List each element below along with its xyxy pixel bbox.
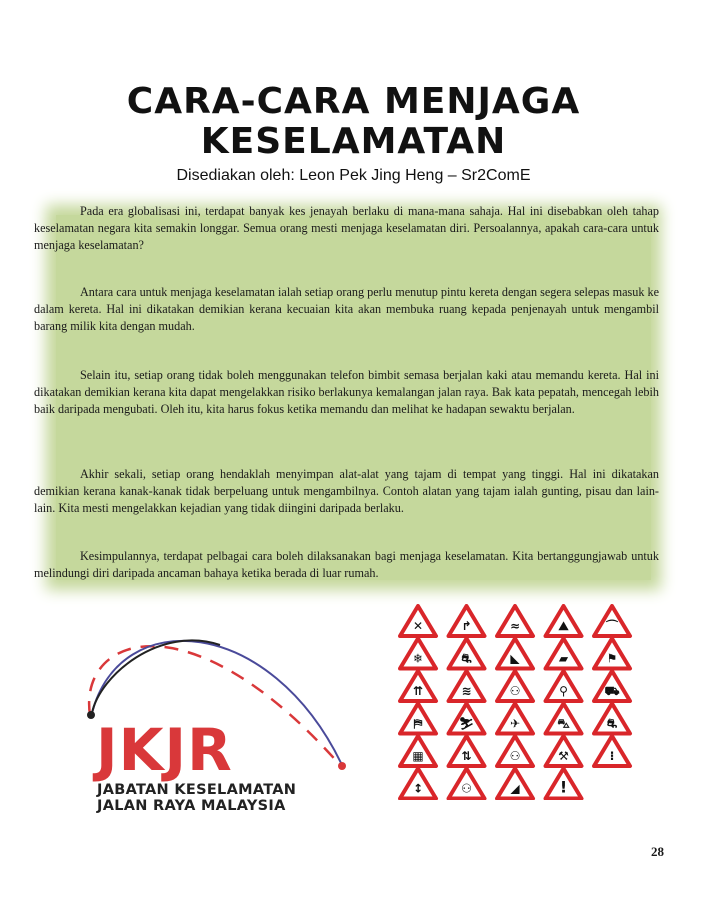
warning-sign-icon (497, 736, 533, 766)
svg-text:⛷: ⛷ (458, 716, 475, 731)
svg-text:!: ! (559, 777, 568, 797)
svg-text:⚒: ⚒ (558, 749, 569, 763)
title-line-1: CARA-CARA MENJAGA (126, 81, 581, 122)
warning-sign-icon (449, 704, 485, 734)
svg-text:⛐: ⛐ (606, 716, 618, 731)
svg-text:⛍: ⛍ (557, 716, 570, 731)
author-line: Disediakan oleh: Leon Pek Jing Heng – Sr2ComE (176, 167, 531, 184)
svg-text:⌒: ⌒ (605, 619, 619, 633)
svg-text:⛐: ⛐ (461, 651, 472, 666)
svg-text:▰: ▰ (558, 651, 569, 666)
title-line-2: KESELAMATAN (200, 121, 507, 162)
warning-sign-icon (400, 704, 436, 734)
warning-sign-icon (594, 704, 630, 734)
warning-sign-icon (449, 769, 485, 799)
svg-text:↕: ↕ (412, 781, 424, 796)
svg-text:⛰: ⛰ (558, 619, 569, 633)
jkjr-logo-line-2: JALAN RAYA MALAYSIA (97, 798, 286, 814)
warning-sign-icon (546, 769, 582, 799)
svg-text:⇅: ⇅ (461, 749, 472, 763)
warning-sign-icon (594, 606, 630, 636)
svg-text:▦: ▦ (412, 749, 424, 763)
warning-sign-icon (400, 606, 436, 636)
warning-sign-icon (546, 606, 582, 636)
warning-sign-icon (497, 769, 533, 799)
warning-sign-icon (594, 639, 630, 669)
page-number: 28 (651, 844, 664, 859)
svg-text:⚇: ⚇ (509, 749, 521, 763)
svg-text:⚇: ⚇ (461, 781, 472, 796)
warning-sign-icon (400, 736, 436, 766)
jkjr-logo-text: JKJR (96, 716, 233, 784)
svg-text:⚑: ⚑ (606, 651, 618, 666)
svg-text:⚲: ⚲ (559, 684, 568, 698)
warning-sign-icon (449, 639, 485, 669)
warning-sign-icon (546, 671, 582, 701)
svg-text:✈: ✈ (509, 716, 521, 731)
warning-sign-icon (497, 671, 533, 701)
warning-sign-icon (594, 736, 630, 766)
warning-sign-icon (400, 671, 436, 701)
warning-sign-icon (497, 639, 533, 669)
warning-sign-icon (449, 736, 485, 766)
svg-text:≋: ≋ (461, 684, 472, 698)
warning-sign-icon (546, 704, 582, 734)
svg-text:⛿: ⛿ (413, 716, 423, 731)
road-warning-signs-grid (396, 604, 642, 800)
svg-text:⚇: ⚇ (509, 684, 521, 698)
warning-sign-icon (400, 769, 436, 799)
svg-text:≈: ≈ (509, 619, 521, 633)
paragraph-point-3: Akhir sekali, setiap orang hendaklah menyimpan alat-alat yang tajam di tempat yang tinggi. Hal ini dikatakan demikian kerana kanak-kanak tidak berpeluang untuk mengambilnya. Contoh alatan yang tajam ialah gunting, pisau dan lain-lain. Kita mesti mengelakkan kejadian yang tidak diingini daripada berlaku. (34, 467, 659, 515)
warning-sign-icon (546, 639, 582, 669)
paragraph-point-2: Selain itu, setiap orang tidak boleh menggunakan telefon bimbit semasa berjalan kaki atau memandu kereta. Hal ini dikatakan demikian kerana kita dapat mengelakkan risiko berlakunya kemalangan jalan raya. Bak kata pepatah, mencegah lebih baik daripada mengubati. Oleh itu, kita harus fokus ketika memandu dan melihat ke hadapan sewaktu berjalan. (34, 368, 659, 416)
warning-sign-icon (449, 671, 485, 701)
svg-text:⇈: ⇈ (412, 684, 424, 698)
svg-text:◢: ◢ (510, 781, 520, 796)
jkjr-logo-line-1: JABATAN KESELAMATAN (97, 782, 297, 798)
svg-text:✕: ✕ (412, 619, 424, 633)
paragraph-point-1: Antara cara untuk menjaga keselamatan ialah setiap orang perlu menutup pintu kereta dengan segera selepas masuk ke dalam kereta. Hal ini dikatakan demikian kerana kecuaian kita akan membuka ruang kepada penjenayah untuk mengambil barang milik kita dengan mudah. (34, 285, 659, 333)
warning-sign-icon (400, 639, 436, 669)
warning-sign-icon (497, 704, 533, 734)
warning-sign-icon (497, 606, 533, 636)
svg-text:↱: ↱ (461, 619, 472, 633)
svg-text:◣: ◣ (510, 651, 520, 666)
svg-text:⛟: ⛟ (604, 684, 620, 698)
paragraph-conclusion: Kesimpulannya, terdapat pelbagai cara boleh dilaksanakan bagi menjaga keselamatan. Kita bertanggungjawab untuk melindungi diri daripada ancaman bahaya ketika berada di luar rumah. (34, 549, 659, 580)
svg-text:❄: ❄ (412, 651, 424, 666)
warning-sign-icon (546, 736, 582, 766)
warning-sign-icon (594, 671, 630, 701)
svg-text:⁝: ⁝ (609, 749, 615, 763)
warning-sign-icon (449, 606, 485, 636)
paragraph-intro: Pada era globalisasi ini, terdapat banyak kes jenayah berlaku di mana-mana sahaja. Hal ini disebabkan oleh tahap keselamatan negara kita semakin longgar. Semua orang mesti menjaga keselamatan diri. Persoalannya, apakah cara-cara untuk menjaga keselamatan? (34, 204, 659, 252)
